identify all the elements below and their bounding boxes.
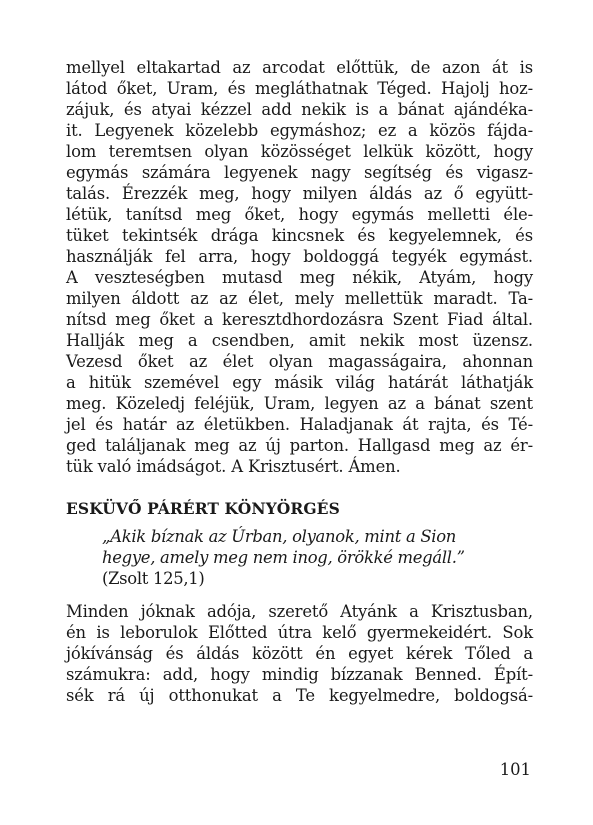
page-number: 101: [499, 760, 531, 779]
text-line: a hitük szemével egy másik világ határát láthatják: [66, 373, 533, 392]
text-line: milyen áldott az az élet, mely mellettük maradt. Ta-: [66, 289, 533, 308]
text-line: A veszteségben mutasd meg nékik, Atyám, hogy: [66, 268, 533, 287]
text-line: Hallják meg a csendben, amit nekik most üzensz.: [66, 331, 533, 350]
bible-quote: [66, 526, 533, 589]
text-line: ged találjanak meg az új parton. Hallgasd meg az ér-: [66, 436, 533, 455]
paragraph-wedding-prayer: [66, 601, 533, 706]
text-line: tüket tekintsék drága kincsnek és kegyelemnek, és: [66, 226, 533, 245]
text-line: lom teremtsen olyan közösséget lelkük között, hogy: [66, 142, 533, 161]
text-line: látod őket, Uram, és megláthatnak Téged. Hajolj hoz-: [66, 79, 533, 98]
text-line: én is leborulok Előtted útra kelő gyermekeidért. Sok: [66, 623, 533, 642]
text-line: talás. Érezzék meg, hogy milyen áldás az ő együtt-: [66, 184, 533, 203]
text-line: sék rá új otthonukat a Te kegyelmedre, boldogsá-: [66, 686, 533, 705]
text-line: Minden jóknak adója, szerető Atyánk a Krisztusban,: [66, 602, 533, 621]
page-content: [66, 57, 533, 706]
text-line: tük való imádságot. A Krisztusért. Ámen.: [66, 457, 401, 476]
text-line: meg. Közeledj feléjük, Uram, legyen az a bánat szent: [66, 394, 533, 413]
text-line: nítsd meg őket a keresztdhordozásra Szent Fiad által.: [66, 310, 533, 329]
text-line: zájuk, és atyai kézzel add nekik is a bánat ajándéka-: [66, 100, 533, 119]
quote-line: hegye, amely meg nem inog, örökké megáll.”: [102, 548, 465, 567]
text-line: mellyel eltakartad az arcodat előttük, de azon át is: [66, 58, 533, 77]
text-line: számukra: add, hogy mindig bízzanak Benned. Épít-: [66, 665, 533, 684]
text-line: létük, tanítsd meg őket, hogy egymás melletti éle-: [66, 205, 533, 224]
quote-reference: (Zsolt 125,1): [102, 569, 205, 588]
quote-line: „Akik bíznak az Úrban, olyanok, mint a Sion: [102, 527, 457, 546]
section-heading: ESKÜVŐ PÁRÉRT KÖNYÖRGÉS: [66, 499, 340, 518]
text-line: használják fel arra, hogy boldoggá tegyék egymást.: [66, 247, 533, 266]
text-line: Vezesd őket az élet olyan magasságaira, ahonnan: [66, 352, 533, 371]
text-line: jókívánság és áldás között én egyet kérek Tőled a: [66, 644, 533, 663]
text-line: it. Legyenek közelebb egymáshoz; ez a közös fájda-: [66, 121, 533, 140]
text-line: jel és határ az életükben. Haladjanak át rajta, és Té-: [66, 415, 533, 434]
paragraph-prayer-end: [66, 57, 533, 477]
text-line: egymás számára legyenek nagy segítség és vigasz-: [66, 163, 533, 182]
